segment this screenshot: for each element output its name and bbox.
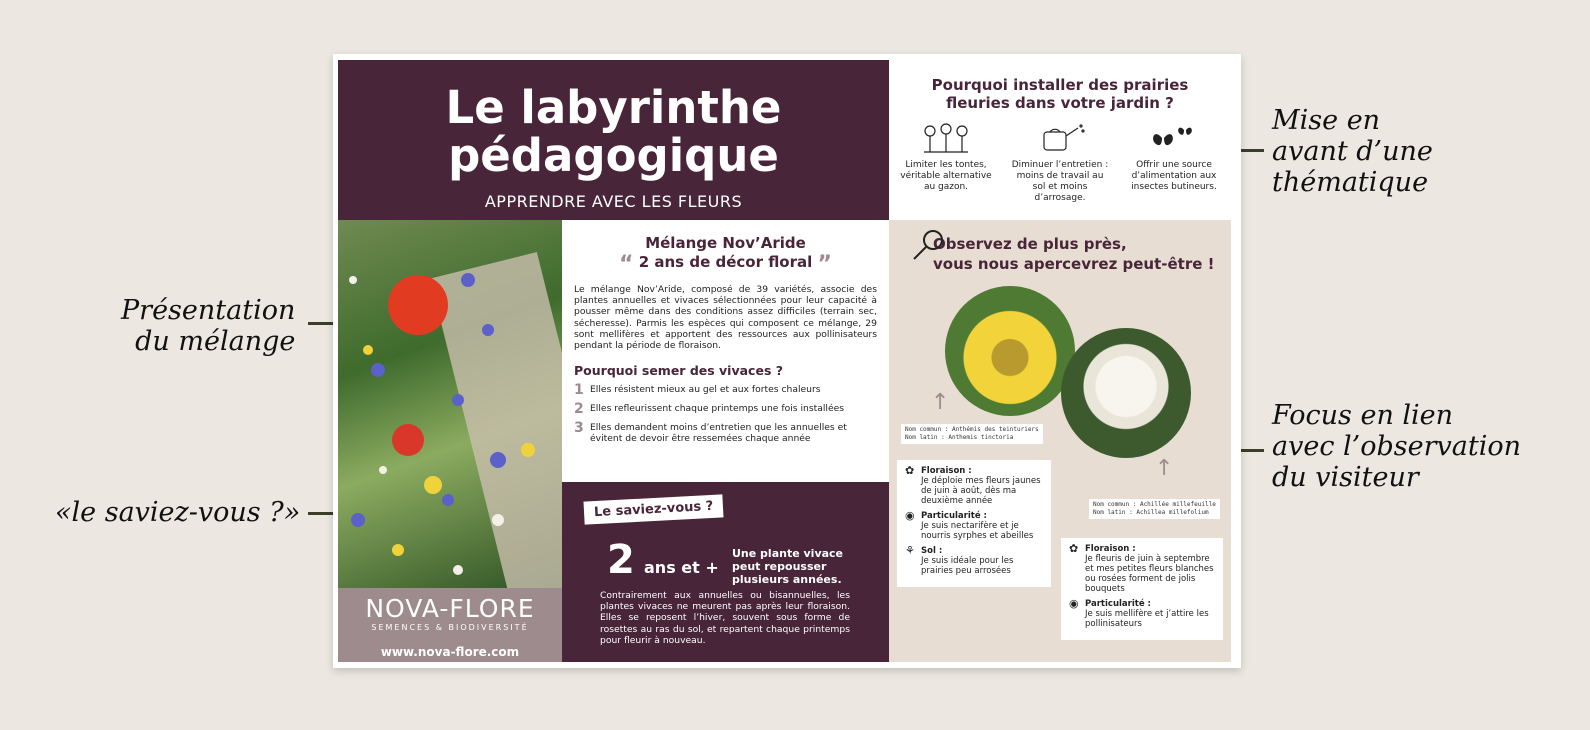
anthemis-photo [945,286,1075,416]
website-link[interactable]: www.nova-flore.com [380,645,520,659]
logo-name: NOVA-FLORE [365,594,535,623]
did-you-know-tag: Le saviez-vous ? [583,494,723,524]
flower-icon: ✿ [1069,542,1079,555]
mix-title-line: Mélange Nov’Aride [645,234,806,252]
flower-icon: ✿ [905,464,915,477]
why-section [889,60,1231,220]
note-heading: Sol : [921,546,943,556]
why-item-text: Offrir une source d’alimentation aux insectes butineurs. [1131,160,1217,192]
title-line: pédagogique [448,129,779,182]
quote-mark: “ [619,252,634,277]
why-item [1010,122,1110,204]
mix-quote-text: 2 ans de décor floral [638,253,813,271]
list-number: 3 [574,420,584,437]
list-item [574,401,877,418]
note-text: Je déploie mes fleurs jaunes de juin à août, dès ma deuxième année [921,476,1041,506]
annotation-line: du visiteur [1272,462,1419,493]
list-number: 2 [574,401,584,418]
observe-section [889,220,1231,662]
observe-title [933,234,1231,274]
list-text: Elles demandent moins d’entretien que les annuelles et évitent de devoir être ressemées chaque année [590,422,847,445]
why-item [1124,122,1224,204]
lightbulb-icon: ◉ [1069,597,1079,610]
mix-quote [562,252,889,277]
nova-flore-logo [338,588,562,662]
label-line: Nom commun : Achillée millefeuille [1093,501,1216,508]
butterfly-icon [1148,122,1200,154]
annotation-line: Mise en [1272,105,1381,136]
years-label: ans et + [644,558,719,577]
magnifier-icon [911,226,947,262]
list-item [574,422,877,444]
anthemis-note [897,460,1051,587]
poster-title [338,81,889,182]
annotation-line: Présentation [121,295,296,326]
annotation-saviez: «le saviez-vous ?» [55,497,301,528]
annotation-line: Focus en lien [1272,400,1454,431]
lightbulb-icon: ◉ [905,509,915,522]
list-text: Elles résistent mieux au gel et aux fortes chaleurs [590,384,821,396]
note-heading: Particularité : [921,511,987,521]
note-heading: Floraison : [921,466,972,476]
perennial-fact: Une plante vivace peut repousser plusieurs années. [732,547,844,586]
wildflower-photo [338,220,562,588]
mix-description: Le mélange Nov’Aride, composé de 39 variétés, associe des plantes annuelles et vivaces sélectionnées pour leur capacité à pousser même dans des conditions assez difficiles (terrain sec, sécheresse). Parmis les espèces qui composent ce mélange, 29 sont mellifères et apportent des ressources aux pollinisateurs pendant la période de floraison. [574,284,877,352]
annotation-line: du mélange [135,326,296,357]
note-text: Je fleuris de juin à septembre et mes petites fleurs blanches ou rosées forment de jolis bouquets [1085,554,1214,594]
observe-title-line: Observez de plus près, [933,235,1127,253]
observe-title-line: vous nous apercevrez peut-être ! [933,255,1215,273]
label-line: Nom commun : Anthémis des teinturiers [905,426,1039,433]
achillea-note [1061,538,1223,640]
why-title-line: Pourquoi installer des prairies [931,76,1189,94]
why-item [896,122,996,204]
did-you-know-section [562,482,889,662]
reasons-list [574,384,877,444]
list-item [574,382,877,399]
note-text: Je suis idéale pour les prairies peu arrosées [921,556,1014,576]
arrow-icon: ↑ [1155,456,1174,481]
mix-title [562,234,889,277]
mix-section [562,220,889,482]
why-item-text: Limiter les tontes, véritable alternative au gazon. [900,160,992,192]
list-number: 1 [574,382,584,399]
annotation-line: avant d’une [1272,136,1433,167]
list-text: Elles refleurissent chaque printemps une fois installées [590,403,845,415]
did-you-know-text: Contrairement aux annuelles ou bisannuelles, les plantes vivaces ne meurent pas après leur floraison. Elles se reposent l’hiver, souvent sous forme de rosettes au ras du sol, et repartent chaque printemps pour fleurir à nouveau. [600,590,850,646]
note-text: Je suis nectarifère et je nourris syrphes et abeilles [921,521,1034,541]
note-text: Je suis mellifère et j’attire les pollinisateurs [1085,609,1209,629]
annotation-focus [1272,400,1521,493]
quote-mark: ” [817,252,832,277]
annotation-line: avec l’observation [1272,431,1522,462]
label-line: Nom latin : Achillea millefolium [1093,509,1209,516]
flowers-icon [920,122,972,154]
achillea-label [1089,499,1220,519]
arrow-icon: ↑ [931,390,950,415]
note-heading: Floraison : [1085,544,1136,554]
poster-subtitle: APPRENDRE AVEC LES FLEURS [484,192,743,211]
annotation-line: thématique [1272,167,1429,198]
anthemis-label [901,424,1043,444]
poster-title-block [338,60,889,220]
logo-tagline: SEMENCES & BIODIVERSITÉ [371,623,529,632]
why-item-text: Diminuer l’entretien : moins de travail au sol et moins d’arrosage. [1011,160,1109,203]
note-heading: Particularité : [1085,599,1151,609]
label-line: Nom latin : Anthemis tinctoria [905,434,1014,441]
why-title-line: fleuries dans votre jardin ? [946,94,1174,112]
why-title [889,76,1231,112]
big-number: 2 [607,537,635,583]
sprout-icon: ⚘ [905,544,915,557]
title-line: Le labyrinthe [445,81,782,134]
annotation-presentation [121,295,295,357]
annotation-thematique [1272,105,1433,198]
achillea-photo [1061,328,1191,458]
perennials-title: Pourquoi semer des vivaces ? [574,363,783,379]
watering-can-icon [1034,122,1086,154]
poster [333,54,1241,668]
